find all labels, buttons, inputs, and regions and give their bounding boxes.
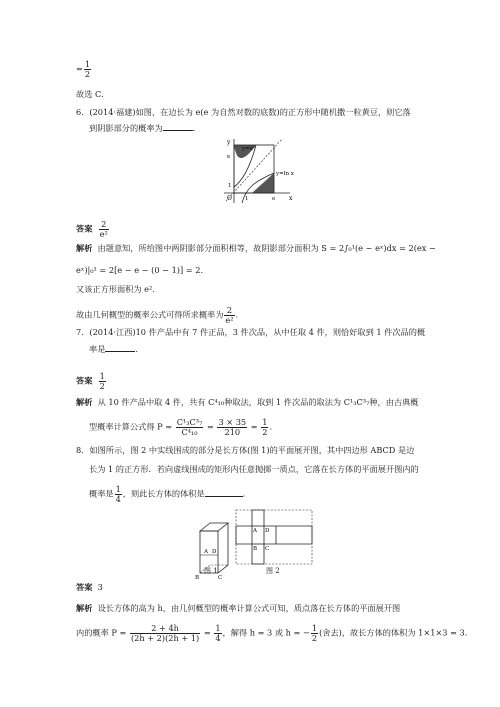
fig2-label-C: C [265, 546, 270, 552]
label-e-bottom: e [272, 196, 276, 202]
equals-sign: = [206, 421, 214, 432]
fraction-numerator: 2 + 4h [130, 624, 200, 634]
q6-analysis-line3: 又该正方形面积为 e². [76, 284, 155, 294]
q8-figure2-net [234, 508, 314, 566]
q7-answer [76, 372, 107, 391]
fraction-numerator: 1 [262, 417, 268, 427]
fig2-label-A: A [253, 528, 257, 534]
equals-sign: = [203, 627, 211, 638]
analysis-text: 由题意知，所给图中两阴影部分面积相等，故阴影部分面积为 S = 2∫₀¹(e − eˣ)dx = 2(ex − [97, 243, 436, 253]
fraction-denominator: 2 [84, 69, 91, 79]
fraction-denominator: 4 [215, 633, 221, 643]
fig2-label-D: D [265, 528, 270, 534]
fig1-label-C: C [218, 575, 223, 581]
q6-answer [76, 220, 110, 239]
q8-stem-line2: 长为 1 的正方形．若向虚线围成的矩形内任意抛掷一质点，它落在长方体的平面展开图内的 [89, 464, 419, 474]
analysis-text: 从 10 件产品中取 4 件，共有 C⁴₁₀种取法，取到 1 件次品的取法为 C¹₃C³₇种，由古典概 [97, 397, 419, 407]
conclusion-text: 故选 C. [76, 89, 104, 99]
label-e-top: e [227, 154, 231, 160]
label-O: O [227, 195, 232, 202]
cuboid-right [218, 523, 228, 573]
analysis-text: 设长方体的高为 h，由几何概型的概率计算公式可知，质点落在长方体的平面展开图 [97, 603, 401, 613]
answer-value: 3 [97, 582, 103, 592]
answer-blank [163, 130, 193, 131]
fraction-denominator: e² [225, 315, 234, 325]
analysis-text: ，解得 h = 3 或 h = − [222, 627, 310, 638]
label-lnx: y=ln x [276, 171, 294, 177]
period: . [269, 421, 273, 432]
equals-sign: = [250, 421, 258, 432]
fraction-numerator: 1 [115, 484, 121, 494]
label-y: y [227, 139, 231, 146]
fraction-numerator: C¹₃C³₇ [176, 417, 203, 427]
analysis-label: 解析 [76, 603, 93, 613]
q6-stem-text: 到阴影部分的概率为 [89, 123, 163, 133]
net-dashed-rect [236, 510, 312, 564]
fraction-denominator: (2h + 2)(2h + 1) [130, 633, 200, 643]
q7-stem-text: 率是 [89, 344, 106, 354]
label-ex: y=eˣ [242, 146, 256, 152]
fraction-denominator: C⁴₁₀ [181, 427, 198, 437]
fraction-denominator: 4 [115, 494, 121, 504]
stem-text: 概率是 [89, 488, 114, 499]
analysis-text: 故由几何概型的概率公式可得所求概率为 [76, 309, 224, 320]
top-fraction [76, 60, 92, 79]
fig1-label-A: A [204, 549, 208, 555]
label-1-left: 1 [228, 183, 232, 189]
answer-label: 答案 [76, 375, 93, 386]
answer-denominator: e² [99, 229, 108, 239]
analysis-text: 型概率计算公式得 P = [89, 421, 173, 432]
analysis-text: 内的概率 P = [76, 627, 127, 638]
fraction-denominator: 210 [224, 427, 241, 437]
period: . [235, 309, 239, 320]
fraction-numerator: 1 [311, 623, 318, 633]
answer-label: 答案 [76, 223, 93, 234]
fraction-numerator: 2 [224, 306, 234, 316]
q8-stem-line3: 概率是 $\frac{1}{4}$ ，则此长方体的体积是 . [89, 484, 246, 504]
answer-blank [205, 496, 243, 497]
label-x: x [289, 195, 293, 202]
q7-analysis-line2 [89, 418, 272, 437]
equals-sign: = [76, 63, 83, 74]
answer-blank [105, 351, 135, 352]
fraction-denominator: 2 [262, 427, 268, 437]
q6-analysis-line2: eˣ)|₀¹ = 2[e − e − (0 − 1)] = 2. [76, 265, 204, 275]
fig1-label-D: D [212, 549, 217, 555]
answer-label: 答案 [76, 582, 93, 592]
label-1-bottom: 1 [245, 196, 249, 202]
fraction-denominator: 2 [311, 633, 318, 643]
q8-analysis-line2 [76, 624, 467, 643]
q7-analysis-line1 [76, 397, 418, 408]
q8-answer [76, 582, 103, 593]
q8-analysis-line1 [76, 603, 400, 614]
q7-stem-line2: 率是 . [89, 344, 138, 354]
q6-analysis-line4 [76, 306, 238, 325]
q6-stem-line1: 6．(2014·福建)如图，在边长为 e(e 为自然对数的底数)的正方形中随机撒一粒黄豆，则它落 [76, 107, 411, 117]
stem-text: ，则此长方体的体积是 [122, 488, 205, 499]
fig2-label-B: B [253, 546, 258, 552]
q6-figure [212, 137, 297, 209]
analysis-label: 解析 [76, 397, 93, 407]
fraction-numerator: 1 [215, 623, 221, 633]
analysis-text: (舍去)，故长方体的体积为 1×1×3 = 3. [319, 627, 468, 638]
fraction-numerator: 1 [84, 59, 91, 69]
fig2-caption: 图 2 [266, 567, 280, 575]
fraction-numerator: 3 × 35 [218, 417, 247, 427]
analysis-label: 解析 [76, 243, 93, 253]
q6-analysis-line1 [76, 243, 436, 254]
answer-numerator: 1 [99, 371, 105, 381]
cuboid-top [200, 523, 228, 531]
fig1-caption: 图 1 [204, 567, 218, 575]
answer-denominator: 2 [99, 381, 105, 391]
q7-stem-line1: 7．(2014·江西)10 件产品中有 7 件正品，3 件次品，从中任取 4 件，则恰好取到 1 件次品的概 [76, 327, 426, 337]
q6-stem-line2: 到阴影部分的概率为 . [89, 123, 196, 133]
q8-stem-line1: 8．如图所示，图 2 中实线围成的部分是长方体(图 1)的平面展开图，其中四边形 ABCD 是边 [76, 445, 415, 455]
fig1-label-B: B [195, 575, 200, 581]
net-outline [236, 510, 312, 564]
answer-numerator: 2 [99, 220, 109, 230]
